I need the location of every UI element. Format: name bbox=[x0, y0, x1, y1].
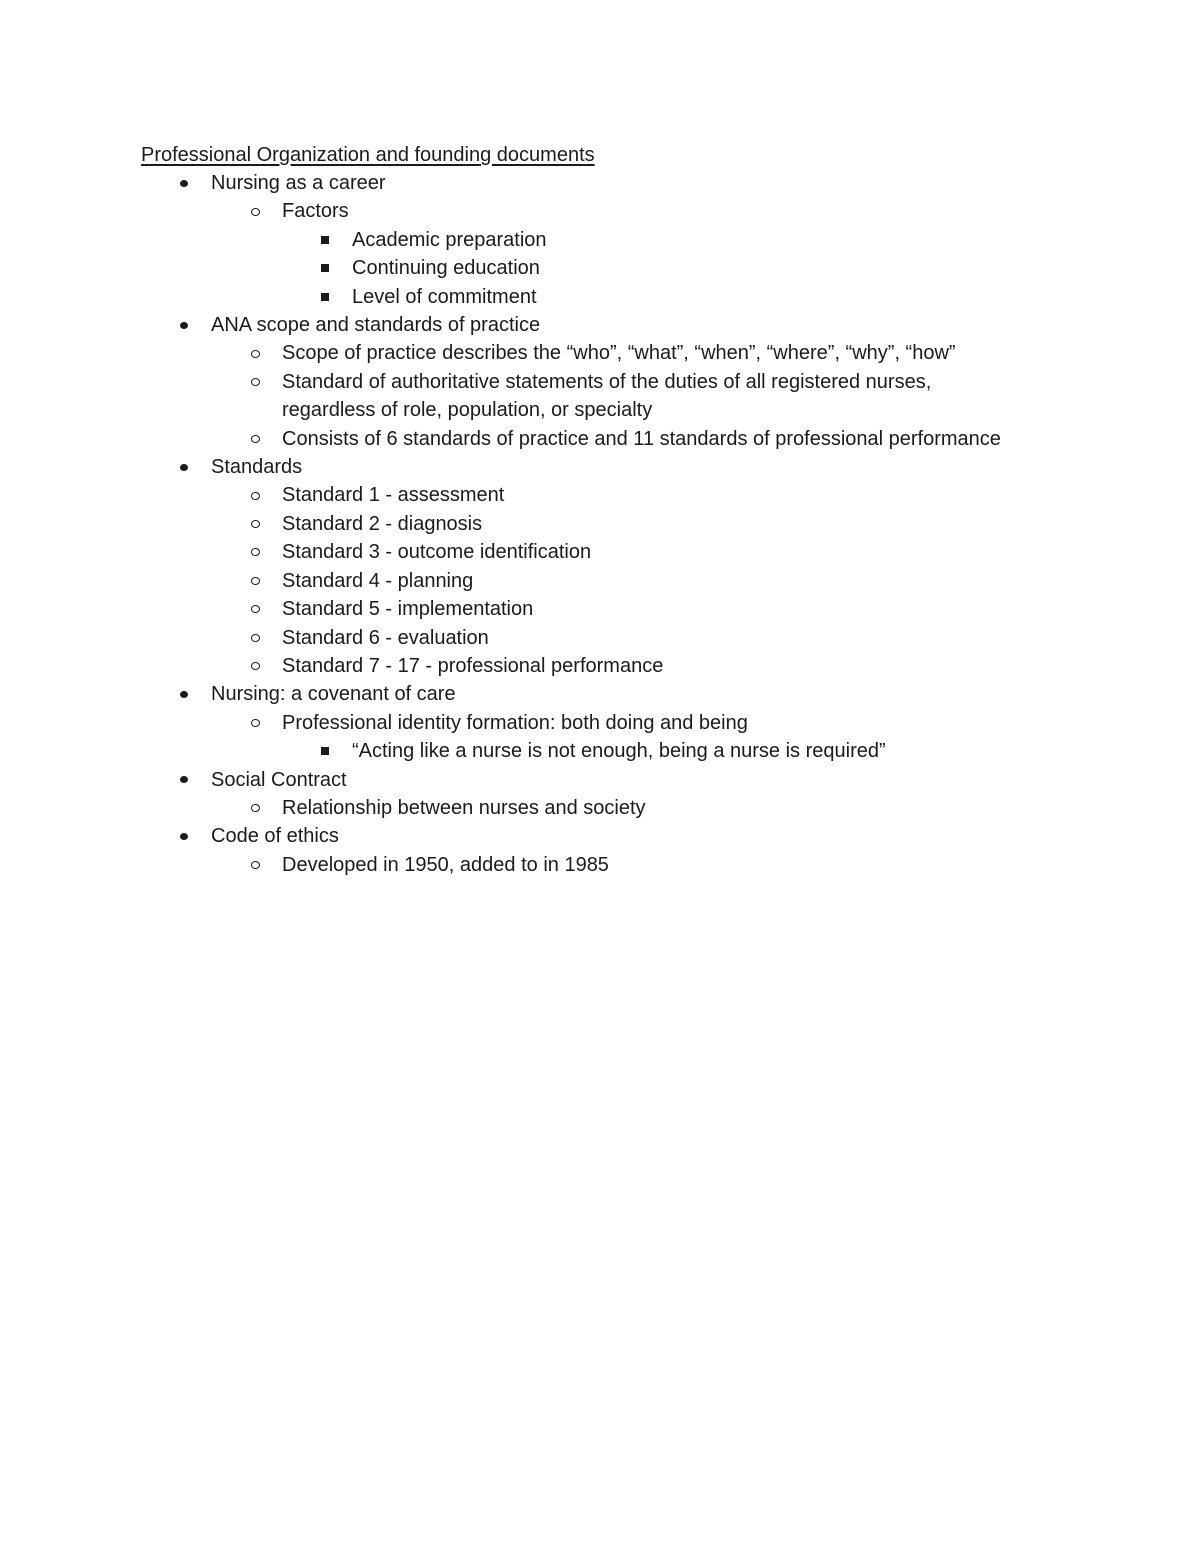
list-item-text: Standard 4 - planning bbox=[282, 569, 474, 592]
document-title: Professional Organization and founding documents bbox=[141, 144, 595, 166]
list-item-text: Social Contract bbox=[211, 768, 347, 791]
list-item-text: “Acting like a nurse is not enough, being a nurse is required” bbox=[352, 740, 886, 763]
list-item bbox=[0, 851, 1200, 879]
hollow-circle-bullet-icon bbox=[249, 368, 261, 396]
hollow-circle-bullet-icon bbox=[249, 851, 261, 879]
filled-circle-bullet-icon bbox=[178, 311, 190, 339]
list-item bbox=[0, 822, 1200, 850]
list-item-text: Consists of 6 standards of practice and 11 standards of professional performance bbox=[282, 427, 1001, 450]
hollow-circle-bullet-icon bbox=[249, 624, 261, 652]
list-item bbox=[0, 737, 1200, 765]
list-item bbox=[0, 283, 1200, 311]
hollow-circle-bullet-icon bbox=[249, 481, 261, 509]
filled-square-bullet-icon bbox=[319, 254, 331, 282]
hollow-circle-bullet-icon bbox=[249, 197, 261, 225]
outline-list bbox=[0, 169, 1200, 879]
list-item-text: Standard 2 - diagnosis bbox=[282, 512, 483, 535]
list-item-text: Standard 1 - assessment bbox=[282, 484, 505, 507]
filled-square-bullet-icon bbox=[319, 737, 331, 765]
list-item bbox=[0, 595, 1200, 623]
list-item bbox=[0, 680, 1200, 708]
hollow-circle-bullet-icon bbox=[249, 709, 261, 737]
list-item-text: Factors bbox=[282, 200, 349, 223]
list-item-text: Relationship between nurses and society bbox=[282, 796, 646, 819]
list-item-text: Code of ethics bbox=[211, 825, 339, 848]
hollow-circle-bullet-icon bbox=[249, 794, 261, 822]
filled-circle-bullet-icon bbox=[178, 822, 190, 850]
list-item bbox=[0, 794, 1200, 822]
list-item bbox=[0, 567, 1200, 595]
filled-circle-bullet-icon bbox=[178, 453, 190, 481]
list-item bbox=[0, 311, 1200, 339]
list-item bbox=[0, 652, 1200, 680]
list-item bbox=[0, 453, 1200, 481]
list-item-text: Standards bbox=[211, 456, 303, 479]
hollow-circle-bullet-icon bbox=[249, 538, 261, 566]
list-item-text: Nursing: a covenant of care bbox=[211, 683, 456, 706]
list-item-text: Professional identity formation: both doing and being bbox=[282, 711, 748, 734]
list-item bbox=[0, 197, 1200, 225]
filled-square-bullet-icon bbox=[319, 283, 331, 311]
list-item-text: Academic preparation bbox=[352, 228, 547, 251]
list-item bbox=[0, 254, 1200, 282]
list-item bbox=[0, 766, 1200, 794]
list-item-text: Standard 5 - implementation bbox=[282, 598, 534, 621]
list-item bbox=[0, 339, 1200, 367]
list-item bbox=[0, 538, 1200, 566]
list-item bbox=[0, 368, 1200, 425]
filled-circle-bullet-icon bbox=[178, 766, 190, 794]
hollow-circle-bullet-icon bbox=[249, 510, 261, 538]
list-item-text: Scope of practice describes the “who”, “what”, “when”, “where”, “why”, “how” bbox=[282, 342, 956, 365]
hollow-circle-bullet-icon bbox=[249, 425, 261, 453]
list-item bbox=[0, 226, 1200, 254]
hollow-circle-bullet-icon bbox=[249, 567, 261, 595]
list-item bbox=[0, 510, 1200, 538]
list-item-text: Standard of authoritative statements of the duties of all registered nurses, regardless of role, population, or specialty bbox=[282, 370, 932, 422]
list-item bbox=[0, 169, 1200, 197]
list-item-text: Developed in 1950, added to in 1985 bbox=[282, 853, 609, 876]
list-item bbox=[0, 425, 1200, 453]
list-item bbox=[0, 624, 1200, 652]
filled-circle-bullet-icon bbox=[178, 680, 190, 708]
list-item-text: Standard 6 - evaluation bbox=[282, 626, 489, 649]
list-item bbox=[0, 481, 1200, 509]
hollow-circle-bullet-icon bbox=[249, 595, 261, 623]
filled-square-bullet-icon bbox=[319, 226, 331, 254]
list-item-text: Standard 3 - outcome identification bbox=[282, 541, 592, 564]
hollow-circle-bullet-icon bbox=[249, 652, 261, 680]
hollow-circle-bullet-icon bbox=[249, 339, 261, 367]
list-item-text: Standard 7 - 17 - professional performance bbox=[282, 654, 664, 677]
list-item bbox=[0, 709, 1200, 737]
list-item-text: ANA scope and standards of practice bbox=[211, 314, 541, 337]
list-item-text: Nursing as a career bbox=[211, 172, 386, 194]
filled-circle-bullet-icon bbox=[178, 169, 190, 197]
list-item-text: Level of commitment bbox=[352, 285, 537, 308]
list-item-text: Continuing education bbox=[352, 257, 540, 280]
